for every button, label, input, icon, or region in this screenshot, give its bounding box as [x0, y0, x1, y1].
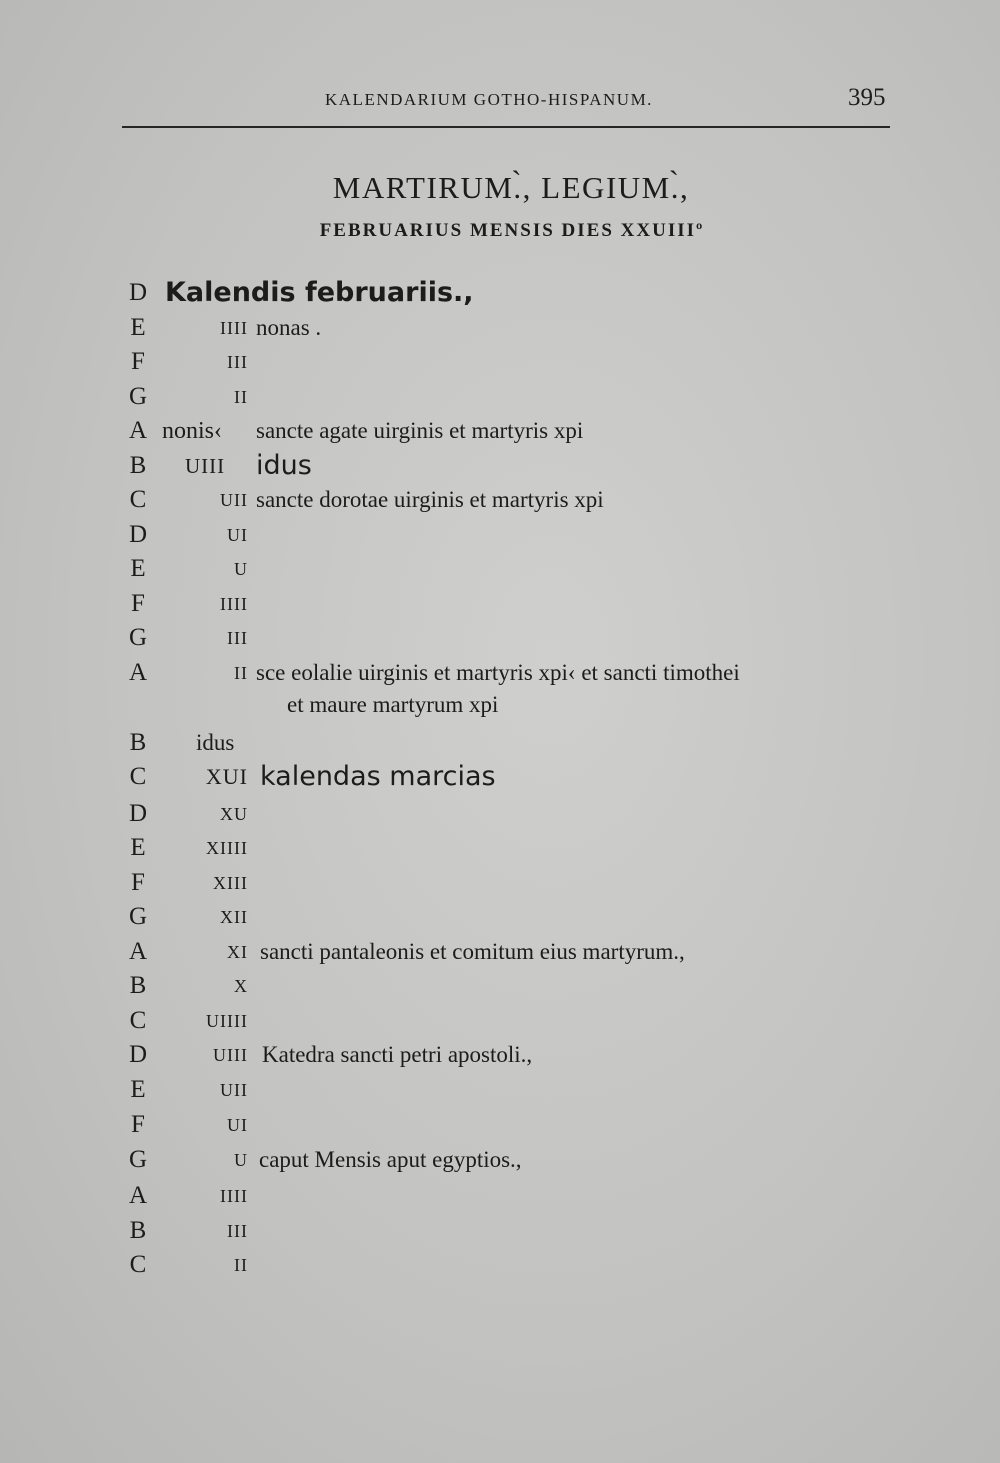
running-title: KALENDARIUM GOTHO-HISPANUM. [325, 90, 653, 109]
dominical-letter: G [128, 903, 148, 930]
dominical-letter: E [130, 314, 146, 341]
feast-text: sancte agate uirginis et martyris xpi [256, 418, 584, 443]
feast-text: nonas . [256, 315, 322, 340]
dominical-letter: A [128, 417, 148, 444]
calendar-row [0, 380, 1000, 414]
dominical-letter: E [130, 834, 146, 861]
calendar-row [0, 621, 1000, 655]
dominical-letter: D [128, 800, 148, 827]
feast-text: idus [256, 450, 312, 481]
day-number: nonis‹ [162, 418, 222, 444]
dominical-letter: C [129, 1007, 147, 1034]
calendar-row [0, 797, 1000, 831]
day-number: II [234, 1255, 248, 1275]
calendar-row [0, 935, 1000, 969]
day-number: UII [220, 490, 248, 510]
page-subtitle: FEBRUARIUS MENSIS DIES XXUIIIº [319, 220, 705, 241]
day-number: XIII [213, 873, 248, 893]
day-number: UIII [185, 454, 226, 478]
calendar-row [0, 1143, 1000, 1177]
calendar-row [0, 587, 1000, 621]
dominical-letter: F [131, 348, 145, 375]
calendar-row [0, 831, 1000, 865]
calendar-row [0, 726, 1000, 760]
calendar-row [0, 449, 1000, 483]
calendar-row [0, 483, 1000, 517]
day-number: UII [220, 1080, 248, 1100]
day-number: U [234, 1150, 248, 1170]
calendar-row [0, 1179, 1000, 1213]
calendar-row [0, 311, 1000, 345]
day-number: IIII [220, 318, 248, 338]
dominical-letter: E [130, 555, 146, 582]
calendar-row [0, 656, 1000, 690]
day-number: idus [196, 730, 235, 755]
dominical-letter: F [131, 869, 145, 896]
page-title: MARTIRUM.̀, LEGIUM.̀, [332, 170, 690, 205]
dominical-letter: A [128, 1182, 148, 1209]
day-number: II [234, 663, 248, 683]
day-number: UI [227, 1115, 248, 1135]
day-number: IIII [220, 594, 248, 614]
page-number: 395 [848, 84, 886, 111]
calendar-row [0, 1248, 1000, 1282]
calendar-row [0, 276, 1000, 310]
dominical-letter: A [128, 659, 148, 686]
dominical-letter: G [128, 624, 148, 651]
feast-text: caput Mensis aput egyptios., [259, 1147, 522, 1172]
calendar-row [0, 866, 1000, 900]
calendar-row [0, 1073, 1000, 1107]
feast-text: sancte dorotae uirginis et martyris xpi [256, 487, 604, 512]
feast-text: Katedra sancti petri apostoli., [262, 1042, 533, 1067]
day-number: U [234, 559, 248, 579]
day-number: UI [227, 525, 248, 545]
day-number: UIIII [206, 1011, 248, 1031]
day-number: III [227, 628, 248, 648]
dominical-letter: C [129, 1251, 147, 1278]
calendar-row [0, 1004, 1000, 1038]
dominical-letter: G [128, 1146, 148, 1173]
day-number: XUI [205, 764, 248, 789]
feast-text: kalendas marcias [260, 761, 496, 792]
calendar-row [0, 345, 1000, 379]
dominical-letter: C [129, 486, 147, 513]
dominical-letter: E [130, 1076, 146, 1103]
calendar-row [0, 1108, 1000, 1142]
calendar-row [0, 1214, 1000, 1248]
dominical-letter: F [131, 1111, 145, 1138]
calendar-row [0, 552, 1000, 586]
feast-text: sancti pantaleonis et comitum eius martyrum., [260, 939, 685, 964]
dominical-letter: A [128, 938, 148, 965]
dominical-letter: D [128, 1041, 148, 1068]
feast-text: sce eolalie uirginis et martyris xpi‹ et sancti timothei [256, 660, 740, 685]
day-number: IIII [220, 1186, 248, 1206]
dominical-letter: F [131, 590, 145, 617]
dominical-letter: C [129, 763, 147, 790]
calendar-row [0, 900, 1000, 934]
day-number: III [227, 1221, 248, 1241]
day-number: X [234, 976, 248, 996]
calendar-row [0, 414, 1000, 448]
day-number: XII [220, 907, 248, 927]
feast-text-continued: et maure martyrum xpi [287, 692, 499, 717]
dominical-letter: B [129, 452, 147, 479]
calendar-row [0, 760, 1000, 794]
calendar-row [0, 688, 1000, 722]
calendar-row [0, 969, 1000, 1003]
dominical-letter: B [129, 1217, 147, 1244]
day-number: XI [227, 942, 248, 962]
dominical-letter: D [128, 521, 148, 548]
day-number: II [234, 387, 248, 407]
day-number: III [227, 352, 248, 372]
day-number: UIII [213, 1045, 248, 1065]
calendar-row [0, 518, 1000, 552]
dominical-letter: B [129, 729, 147, 756]
day-number: XIIII [206, 838, 248, 858]
calendar-row [0, 1038, 1000, 1072]
dominical-letter: D [128, 279, 148, 306]
day-number: XU [220, 804, 248, 824]
day-number: Kalendis februariis., [165, 277, 474, 308]
dominical-letter: G [128, 383, 148, 410]
dominical-letter: B [129, 972, 147, 999]
